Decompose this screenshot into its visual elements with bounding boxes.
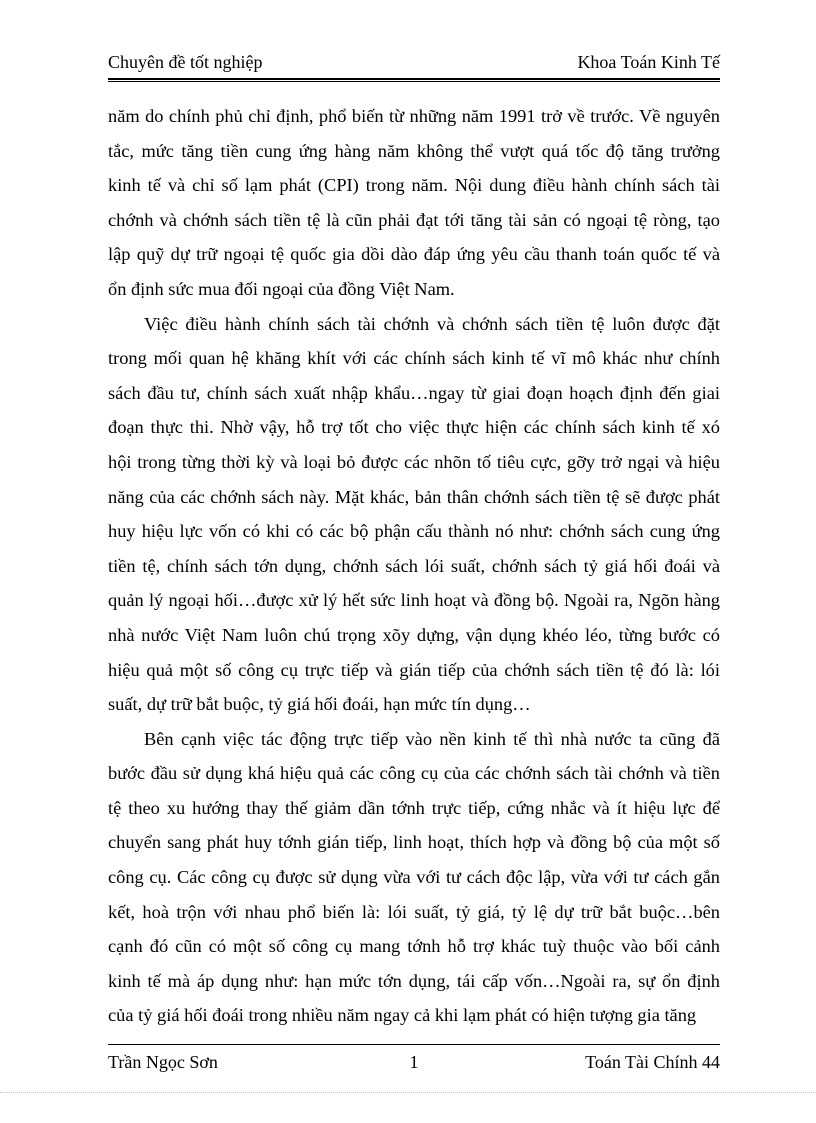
body-text bbox=[108, 99, 720, 1033]
text-line: năm do chính phủ chỉ định, phổ biến từ những năm 1991 trở về trước. Về nguyên bbox=[108, 106, 720, 126]
text-line: ổn định sức mua đối ngoại của đồng Việt Nam. bbox=[108, 278, 455, 299]
footer-rule bbox=[108, 1044, 720, 1045]
footer-class: Toán Tài Chính 44 bbox=[585, 1052, 720, 1072]
text-line: trong mối quan hệ khăng khít với các chính sách kinh tế vĩ mô khác như chính bbox=[108, 348, 720, 369]
text-line: quản lý ngoại hối…được xử lý hết sức linh hoạt và đồng bộ. Ngoài ra, Ngõn hàng bbox=[108, 590, 720, 611]
text-line: tệ theo xu hướng thay thế giảm dần tớnh trực tiếp, cứng nhắc và ít hiệu lực để bbox=[108, 797, 720, 818]
text-line: công cụ. Các công cụ được sử dụng vừa với tư cách độc lập, vừa với tư cách gắn bbox=[108, 867, 720, 888]
text-line: chớnh và chớnh sách tiền tệ là cũn phải đạt tới tăng tài sản có ngoại tệ ròng, tạo bbox=[108, 209, 720, 230]
page-number: 1 bbox=[409, 1052, 419, 1072]
text-line: hội trong từng thời kỳ và loại bỏ được các nhõn tố tiêu cực, gỡy trở ngại và hiệu bbox=[108, 451, 720, 472]
text-line: bước đầu sử dụng khá hiệu quả các công cụ của các chớnh sách tài chớnh và tiền bbox=[108, 763, 720, 784]
text-line: kinh tế và chỉ số lạm phát (CPI) trong năm. Nội dung điều hành chính sách tài bbox=[108, 175, 720, 196]
text-line: huy hiệu lực vốn có khi có các bộ phận cấu thành nó như: chớnh sách cung ứng bbox=[108, 521, 720, 542]
text-line: chuyển sang phát huy tớnh gián tiếp, linh hoạt, thích hợp và đồng bộ của một số bbox=[108, 832, 720, 853]
header-rule bbox=[108, 78, 720, 80]
page-boundary bbox=[0, 1092, 816, 1093]
text-line: của tỷ giá hối đoái trong nhiều năm ngay cả khi lạm phát có hiện tượng gia tăng bbox=[108, 1005, 697, 1026]
text-line: nhà nước Việt Nam luôn chú trọng xõy dựng, vận dụng khéo léo, từng bước có bbox=[108, 624, 720, 645]
header-rule-thin bbox=[108, 81, 720, 82]
text-line: tiền tệ, chính sách tớn dụng, chớnh sách lói suất, chớnh sách tỷ giá hối đoái và bbox=[108, 555, 720, 576]
text-line: năng của các chớnh sách này. Mặt khác, bản thân chớnh sách tiền tệ sẽ được phát bbox=[108, 486, 720, 507]
text-line: Việc điều hành chính sách tài chớnh và chớnh sách tiền tệ luôn được đặt bbox=[144, 313, 720, 334]
text-line: kết, hoà trộn với nhau phổ biến là: lói suất, tỷ giá, tỷ lệ dự trữ bắt buộc…bên bbox=[108, 901, 720, 922]
text-line: hiệu quả một số công cụ trực tiếp và gián tiếp của chớnh sách tiền tệ đó là: lói bbox=[108, 659, 720, 680]
text-line: lập quỹ dự trữ ngoại tệ quốc gia dồi dào đáp ứng yêu cầu thanh toán quốc tế và bbox=[108, 244, 720, 265]
text-line: Bên cạnh việc tác động trực tiếp vào nền kinh tế thì nhà nước ta cũng đã bbox=[144, 728, 720, 749]
text-line: sách đầu tư, chính sách xuất nhập khẩu…ngay từ giai đoạn hoạch định đến giai bbox=[108, 382, 720, 403]
text-line: đoạn thực thi. Nhờ vậy, hỗ trợ tốt cho việc thực hiện các chính sách kinh tế xó bbox=[108, 417, 720, 438]
text-line: tắc, mức tăng tiền cung ứng hàng năm không thể vượt quá tốc độ tăng trưởng bbox=[108, 140, 720, 161]
text-line: cạnh đó cũn có một số công cụ mang tớnh hỗ trợ khác tuỳ thuộc vào bối cảnh bbox=[108, 936, 720, 957]
text-line: kinh tế mà áp dụng như: hạn mức tớn dụng, tái cấp vốn…Ngoài ra, sự ổn định bbox=[108, 970, 720, 991]
text-line: suất, dự trữ bắt buộc, tỷ giá hối đoái, hạn mức tín dụng… bbox=[108, 694, 531, 715]
header-title: Chuyên đề tốt nghiệp bbox=[108, 52, 263, 72]
header-faculty: Khoa Toán Kinh Tế bbox=[577, 52, 720, 72]
footer-author: Trần Ngọc Sơn bbox=[108, 1052, 218, 1072]
page-header bbox=[108, 50, 720, 74]
